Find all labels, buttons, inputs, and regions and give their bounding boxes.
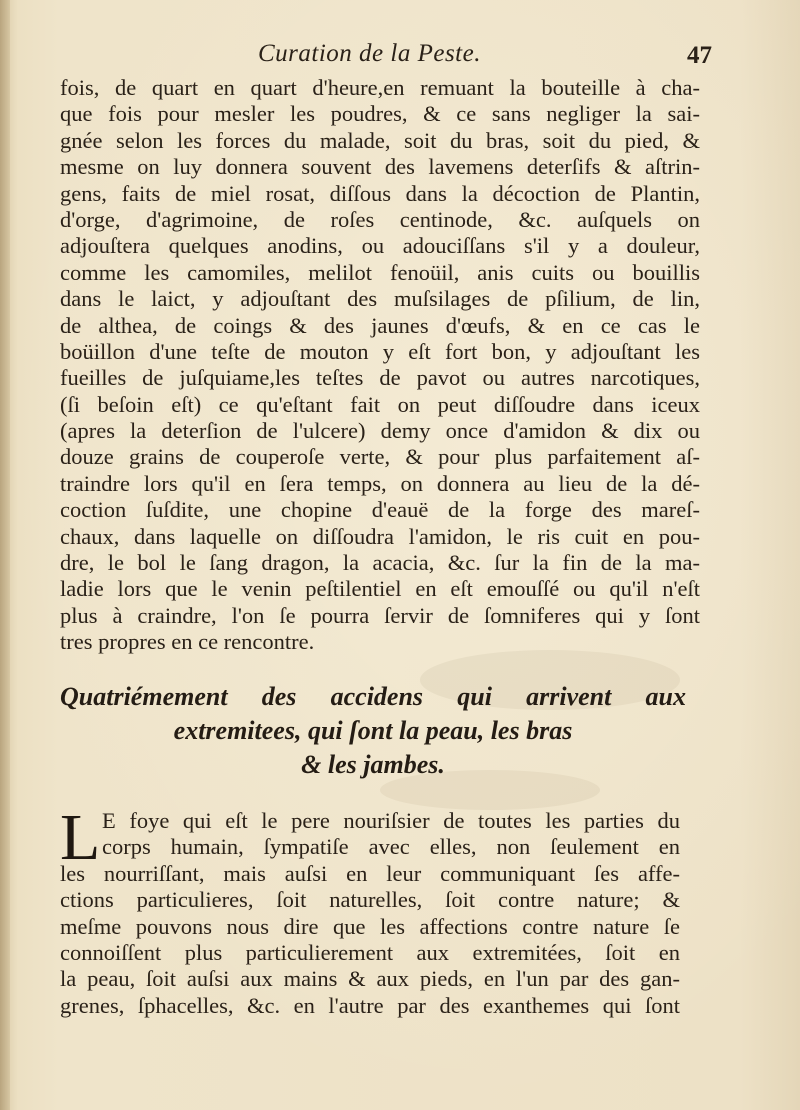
text-line: fois, de quart en quart d'heure,en remuant la bouteille à cha- [60,75,700,100]
text-line: coction ſuſdite, une chopine d'eauë de la forge des mareſ- [60,497,700,523]
text-line: dans le laict, y adjouſtant des muſsilages de pſilium, de lin, [60,286,700,312]
text-line: plus à craindre, l'on ſe pourra ſervir de ſomniferes qui y ſont [60,602,700,628]
text-line: chaux, dans laquelle on diſſoudra l'amidon, le ris cuit en pou- [60,523,700,549]
text-line: E foye qui eſt le pere nouriſsier de toutes les parties du [102,808,680,833]
text-line: tres propres en ce rencontre. [60,629,315,655]
text-line: meſme pouvons nous dire que les affections contre nature ſe [60,913,680,939]
page-number: 47 [687,42,712,69]
text-line: traindre lors qu'il en ſera temps, on donnera au lieu de la dé- [60,470,700,496]
paragraph-continued [60,75,700,656]
running-title: Curation de la Peste. [258,40,481,67]
drop-cap: L [60,801,101,874]
heading-line: & les jambes. [301,750,445,779]
text-line: mesme on luy donnera souvent des lavemens deterſifs & aſtrin- [60,154,700,180]
text-line: de althea, de coings & des jaunes d'œufs, & en ce cas le [60,312,700,338]
text-line: gens, faits de miel rosat, diſſous dans la décoction de Plantin, [60,180,700,206]
text-line: corps humain, ſympatiſe avec elles, non ſeulement en [102,834,680,860]
text-line: ctions particulieres, ſoit naturelles, ſoit contre nature; & [60,887,680,913]
text-line: comme les camomiles, melilot fenoüil, anis cuits ou bouillis [60,259,700,285]
text-line: grenes, ſphacelles, &c. en l'autre par des exanthemes qui ſont [60,992,680,1018]
text-line: ladie lors que le venin peſtilentiel en eſt emouſſé ou qu'il n'eſt [60,576,700,602]
text-line: la peau, ſoit auſsi aux mains & aux pieds, en l'un par des gan- [60,966,680,992]
section-heading [60,680,686,782]
heading-line: Quatriémement des accidens qui arrivent aux [60,682,686,711]
text-line: boüillon d'une teſte de mouton y eſt fort bon, y adjouſtant les [60,338,700,364]
text-line: adjouſtera quelques anodins, ou adouciſſans s'il y a douleur, [60,233,700,259]
text-line: (ſi beſoin eſt) ce qu'eſtant fait on peut diſſoudre dans iceux [60,391,700,417]
text-line: que fois pour mesler les poudres, & ce sans negliger la sai- [60,101,700,127]
text-line: gnée selon les forces du malade, soit du bras, soit du pied, & [60,127,700,153]
text-line: (apres la deterſion de l'ulcere) demy once d'amidon & dix ou [60,418,700,444]
text-line: dre, le bol le ſang dragon, la acacia, &c. ſur la fin de la ma- [60,550,700,576]
text-line: fueilles de juſquiame,les teſtes de pavot ou autres narcotiques, [60,365,700,391]
text-line: d'orge, d'agrimoine, de roſes centinode, &c. auſquels on [60,206,700,232]
section-paragraph [60,801,680,1019]
running-head [60,38,710,72]
heading-line: extremitees, qui ſont la peau, les bras [173,716,573,745]
text-line: douze grains de couperoſe verte, & pour plus parfaitement aſ- [60,444,700,470]
text-line: connoiſſent plus particulierement aux extremitées, ſoit en [60,939,680,965]
text-line: les nourriſſant, mais auſsi en leur communiquant ſes affe- [60,860,680,886]
page-binding-edge [0,0,10,1110]
